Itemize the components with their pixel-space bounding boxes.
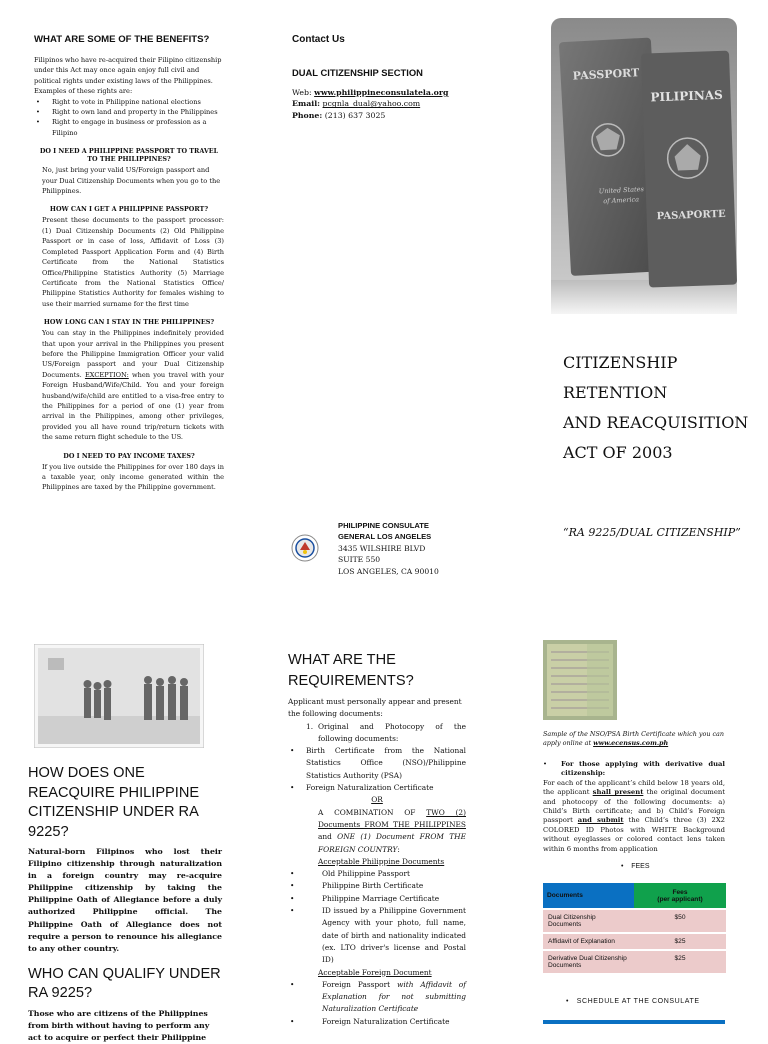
answer-stay-text: You can stay in the Philippines indefinitely provided that upon your arrival in the Philippines you present before the Philippine Immigration Officer your valid US/Foreign passport and your Dual Citizenship Documents. [42,329,224,379]
fee-document: Derivative Dual Citizenship Documents [543,950,634,973]
col-header-documents: Documents [543,883,634,909]
requirements-heading: WHAT ARE THE REQUIREMENTS? [288,652,414,689]
answer-income-tax: If you live outside the Philippines for over 180 days in a taxable year, only income generated within the Philippines are taxed by the Philippine government. [42,462,224,492]
foreign-passport-note: with Affidavit of Explanation for not submitting Naturalization Certificate [322,979,466,1014]
rights-item: • Right to own land and property in the Philippines [34,107,224,117]
contact-phone [292,110,492,121]
email-label: Email: [292,99,321,109]
svg-text:United States: United States [598,185,645,196]
ph-docs-list [288,868,466,966]
foreign-passport: Foreign Passport [322,979,391,989]
requirements-intro: Applicant must personally appear and present the following documents: [288,697,462,719]
combination-text: A COMBINATION OF TWO (2) Documents FROM THE PHILIPPINES and ONE (1) Document FROM THE FOREIGN COUNTRY: [318,807,466,854]
passport-right-title: PILIPINAS [650,87,723,105]
table-header-row [543,883,726,909]
consulate-name: PHILIPPINE CONSULATE [338,521,429,530]
title-line: CITIZENSHIP [563,353,678,372]
derivative-panel [543,730,725,871]
foreign-doc: • Foreign Naturalization Certificate [288,1016,466,1028]
combination-two: TWO (2) Documents FROM THE PHILIPPINES [318,807,466,829]
title-line: RETENTION [563,383,668,402]
required-doc: • Birth Certificate from the National Statistics Office (NSO)/Philippine Statistics Authority (PSA) [288,745,466,782]
certificate-caption [543,730,725,748]
contact-panel [292,34,492,121]
required-docs-list [288,745,466,794]
rights-item: • Right to engage in business or profession as a Filipino [34,117,224,138]
answer-passport-travel: No, just bring your valid US/Foreign passport and your Dual Citizenship Documents when you go to the Philippines. [42,166,221,196]
contact-section: DUAL CITIZENSHIP SECTION [292,67,423,78]
derivative-heading: For those applying with derivative dual citizenship: [561,760,725,778]
derivative-body-pre: For each of the applicant’s child below 18 years old, the applicant [543,778,725,797]
shall-present: shall present [592,788,644,797]
svg-text:PASAPORTE: PASAPORTE [656,208,726,223]
schedule-label-text: SCHEDULE AT THE CONSULATE [576,998,700,1005]
fees-label-text: FEES [631,863,650,871]
how-body: Natural-born Filipinos who lost their Filipino citizenship through naturalization in a foreign country may re-acquire Philippine citizenship by taking the Philippine Oath of Allegiance before a duly authorized Philippine official. The Philippine Oath of Allegiance does not require a person to renounce his allegiance to any other country. [28,847,222,953]
benefits-intro: Filipinos who have re-acquired their Filipino citizenship under this Act may once again enjoy full civil and political rights under existing laws of the Philippines. Examples of these rights are: [34,56,222,96]
fee-amount: $25 [634,933,726,950]
answer-stay [34,328,224,442]
consulate-city: GENERAL LOS ANGELES [338,532,432,542]
question-passport-travel: DO I NEED A PHILIPPINE PASSPORT TO TRAVEL TO THE PHILIPPINES? [39,147,219,164]
ecensus-link[interactable]: www.ecensus.com.ph [593,739,669,747]
combination-one: ONE (1) Document FROM THE FOREIGN COUNTRY [318,832,466,854]
fees-table [543,883,726,973]
passport-left-title: PASSPORT [572,66,640,83]
requirements-panel [288,650,466,1028]
cover-title [563,348,753,468]
derivative-body-mid: the original document and photocopy of the following documents: a) Child’s Birth certificate; and b) Child’s Foreign passport [543,788,725,825]
ph-doc: • Philippine Marriage Certificate [288,893,466,905]
web-link[interactable]: www.philippineconsulatela.org [314,88,449,97]
fee-document: Affidavit of Explanation [543,933,634,950]
answer-stay-exception: when you travel with your Foreign Husband/Wife/Child. You and your foreign husband/wife/child are entitled to a visa-free entry to the Philippines for a period of one (1) year from arrival in the Philippines, among other privileges, provided you all have round trip/return tickets with the same return flight schedule to the US. [42,370,224,442]
table-row [543,950,726,973]
fee-amount: $50 [634,909,726,933]
foreign-docs-list [288,979,466,1028]
ph-docs-heading: Acceptable Philippine Documents [318,856,445,866]
table-row [543,933,726,950]
title-line: ACT OF 2003 [563,443,673,462]
fees-label: • FEES [621,863,650,871]
question-stay: HOW LONG CAN I STAY IN THE PHILIPPINES? [43,318,215,327]
table-row [543,909,726,933]
foreign-docs-heading: Acceptable Foreign Document [318,967,432,977]
email-link[interactable]: pcgnla_dual@yahoo.com [322,99,421,109]
required-doc: • Foreign Naturalization Certificate [288,782,466,794]
qualify-body: Those who are citizens of the Philippines from birth without having to perform any act to acquire or perfect their Philippine [28,1008,210,1043]
question-income-tax: DO I NEED TO PAY INCOME TAXES? [63,451,195,460]
address-line: LOS ANGELES, CA 90010 [338,566,439,576]
qualify-heading: WHO CAN QUALIFY UNDER RA 9225? [28,965,221,1002]
or-label: OR [371,795,383,805]
exception-label: EXCEPTION: [84,370,129,379]
requirement-item-text: Original and Photocopy of the following documents: [318,721,466,743]
title-line: AND REACQUISITION [563,413,749,432]
schedule-table-header-bar [543,1020,725,1024]
ph-doc: • Philippine Birth Certificate [288,880,466,892]
contact-details [292,87,492,121]
rights-item: • Right to vote in Philippine national elections [34,97,224,107]
consulate-seal-icon [291,534,319,562]
address-line: SUITE 550 [338,555,381,565]
caption-text: Sample of the NSO/PSA Birth Certificate which you can apply online at [543,730,724,747]
derivative-body-post: the Child’s three (3) 2X2 COLORED ID Photos with WHITE Background without eyeglasses or colored contact lens taken within 6 months from application [543,816,725,853]
ph-doc: • Old Philippine Passport [288,868,466,880]
passports-image [551,18,737,314]
ph-doc: • ID issued by a Philippine Government Agency with your photo, full name, date of birth and nationality indicated (ex. LTO driver's license and Postal ID) [288,905,466,966]
rights-list [34,97,224,139]
web-label: Web: [292,88,312,97]
contact-email [292,98,492,109]
benefits-heading: WHAT ARE SOME OF THE BENEFITS? [34,34,210,45]
requirement-item-1: 1. Original and Photocopy of the following documents: [288,721,466,746]
how-to-reacquire-panel [28,764,222,1044]
address-line: 3435 WILSHIRE BLVD [338,543,426,553]
fee-amount: $25 [634,950,726,973]
and-submit: and submit [577,816,624,825]
foreign-doc [288,979,466,1016]
derivative-body [543,779,725,854]
svg-text:of America: of America [603,195,640,206]
phone-label: Phone: [292,110,323,120]
contact-web [292,87,492,98]
combination-and: and [318,832,332,842]
how-heading: HOW DOES ONE REACQUIRE PHILIPPINE CITIZENSHIP UNDER RA 9225? [28,765,200,840]
contact-heading: Contact Us [292,34,345,45]
schedule-label: • SCHEDULE AT THE CONSULATE [566,998,700,1005]
question-get-passport: HOW CAN I GET A PHILIPPINE PASSPORT? [49,205,209,214]
birth-certificate-sample-image [543,640,617,720]
col-header-fees: Fees (per applicant) [634,883,726,909]
oath-ceremony-photo [34,644,204,748]
answer-get-passport: Present these documents to the passport processor: (1) Dual Citizenship Documents (2) Old Philippine Passport or in case of loss, Affidavit of Loss (3) Completed Passport Application Form and (4) Birth Certificate from the National Statistics Office/Philippine Statistics Authority (5) Marriage Certificate from the National Statistics Office/ Philippine Statistics Authority for females wishing to use their married surname for the first time [42,216,224,308]
combination-prefix: A COMBINATION OF [318,807,416,817]
phone-number: (213) 637 3025 [324,110,386,120]
fee-document: Dual Citizenship Documents [543,909,634,933]
cover-subtitle: “RA 9225/DUAL CITIZENSHIP” [563,526,741,539]
consulate-address [338,520,508,577]
derivative-heading-row: • For those applying with derivative dual citizenship: [543,760,725,778]
benefits-panel [34,34,224,493]
